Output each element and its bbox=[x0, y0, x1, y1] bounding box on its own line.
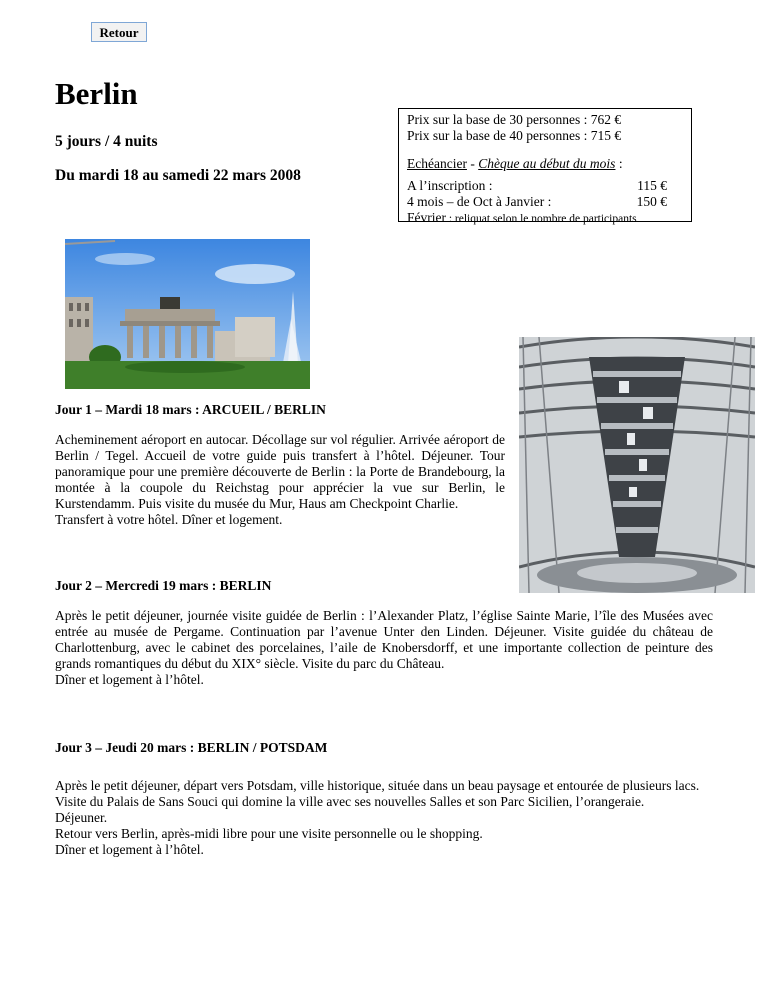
day-3-line: Dîner et logement à l’hôtel. bbox=[55, 842, 204, 857]
schedule-row bbox=[407, 178, 683, 194]
day-1-body: Acheminement aéroport en autocar. Décollage sur vol régulier. Arrivée aéroport de Berlin / Tegel. Accueil de votre guide puis transfert à l’hôtel. Déjeuner. Tour panoramique pour une première découverte de Berlin : la Porte de Brandebourg, la montée à la coupole du Reichstag pour apprécier la vue sur Berlin, le Kurstendamm. Puis visite du musée du Mur, Haus am Checkpoint Charlie. bbox=[55, 432, 505, 511]
schedule-heading bbox=[407, 156, 683, 172]
schedule-label: Echéancier bbox=[407, 156, 467, 171]
schedule-note: Chèque au début du mois bbox=[478, 156, 616, 171]
day-2-body: Après le petit déjeuner, journée visite guidée de Berlin : l’Alexander Platz, l’église Sainte Marie, l’île des Musées avec entrée au musée de Pergame. Continuation par l’avenue Unter den Linden. Déjeuner. Visite guidée du château de Charlottenburg, avec le cabinet des porcelaines, l’aile de Knobersdorff, et une importante collection de peinture des grands romantiques du début du XIX° siècle. Visite du parc du Château. bbox=[55, 608, 713, 671]
february-line bbox=[407, 210, 683, 227]
schedule-row-amount: 115 € bbox=[637, 178, 667, 193]
schedule-row-amount: 150 € bbox=[636, 194, 667, 209]
schedule-row bbox=[407, 194, 683, 210]
day-2-heading: Jour 2 – Mercredi 19 mars : BERLIN bbox=[55, 578, 272, 593]
day-3-line: Après le petit déjeuner, départ vers Potsdam, ville historique, située dans un beau paysage et entourée de plusieurs lacs. Visite du Palais de Sans Souci qui domine la ville avec ses nouvelles Salles et son Parc Sicilien, l’orangeraie. bbox=[55, 778, 700, 809]
day-1-body-end: Transfert à votre hôtel. Dîner et logement. bbox=[55, 512, 283, 527]
brandenburg-gate-photo bbox=[65, 239, 310, 389]
page-title: Berlin bbox=[55, 76, 138, 111]
schedule-sep: - bbox=[466, 156, 479, 171]
day-3-line: Retour vers Berlin, après-midi libre pour une visite personnelle ou le shopping. bbox=[55, 826, 483, 841]
february-label: Février bbox=[407, 210, 446, 225]
february-text: : reliquat selon le nombre de participants bbox=[445, 213, 637, 225]
day-1-text bbox=[55, 432, 505, 528]
day-3-line: Déjeuner. bbox=[55, 810, 108, 825]
day-3-heading: Jour 3 – Jeudi 20 mars : BERLIN / POTSDAM bbox=[55, 740, 328, 755]
schedule-row-label: A l’inscription : bbox=[407, 178, 493, 193]
trip-dates: Du mardi 18 au samedi 22 mars 2008 bbox=[55, 167, 301, 184]
schedule-row-label: 4 mois – de Oct à Janvier : bbox=[407, 194, 552, 209]
reichstag-dome-photo bbox=[519, 337, 755, 593]
trip-duration: 5 jours / 4 nuits bbox=[55, 133, 158, 150]
price-line-40: Prix sur la base de 40 personnes : 715 € bbox=[407, 128, 622, 143]
price-box bbox=[398, 108, 692, 225]
schedule-colon: : bbox=[615, 156, 623, 171]
day-2-text bbox=[55, 608, 713, 688]
price-line-30: Prix sur la base de 30 personnes : 762 € bbox=[407, 112, 622, 127]
back-button[interactable]: Retour bbox=[91, 22, 147, 42]
day-1-heading: Jour 1 – Mardi 18 mars : ARCUEIL / BERLIN bbox=[55, 402, 326, 417]
day-3-text bbox=[55, 778, 713, 858]
day-2-body-end: Dîner et logement à l’hôtel. bbox=[55, 672, 204, 687]
